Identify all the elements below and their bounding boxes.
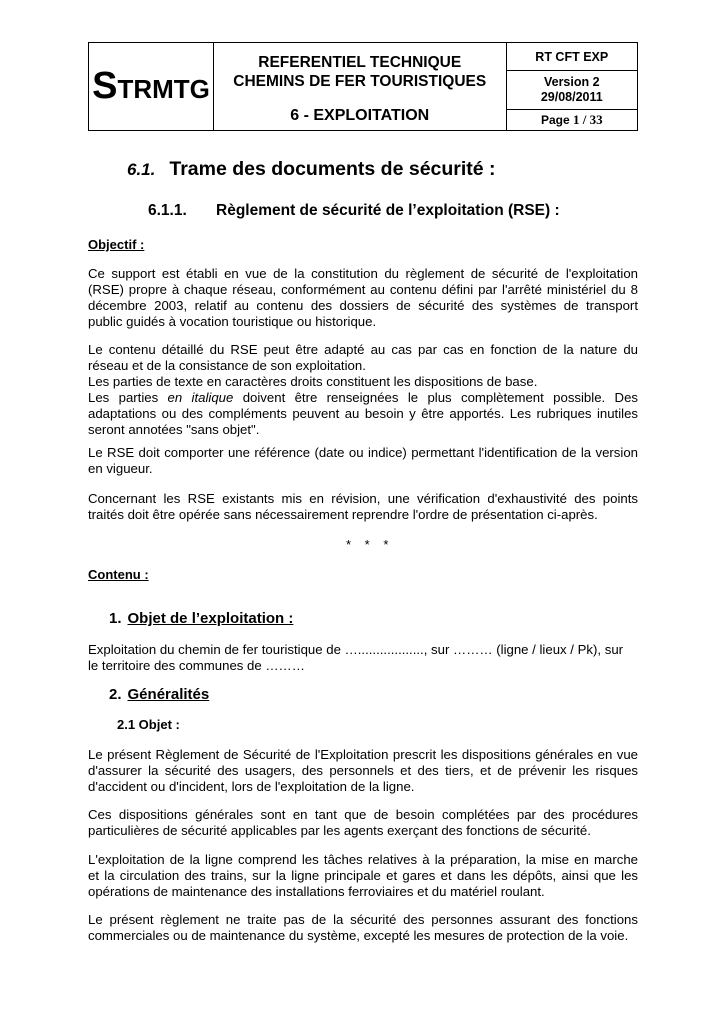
paragraph-dispositions: Ces dispositions générales sont en tant que de besoin complétées par des procédures particulières de sécurité applicables par les agents exerçant des fonctions de sécurité. — [88, 807, 638, 838]
page-number-cell — [506, 110, 637, 131]
section-1-text: Exploitation du chemin de fer touristique de ….................., sur ……… (ligne / lieux / Pk), sur le territoire des communes de ……… — [88, 642, 624, 673]
header-title-block — [213, 43, 506, 131]
separator-stars: * * * — [346, 537, 394, 552]
paragraph-support: Ce support est établi en vue de la constitution du règlement de sécurité de l'exploitation (RSE) propre à chaque réseau, conformément au contenu défini par l'arrêté ministériel du 8 décembre 2003, relatif au contenu des dossiers de sécurité des systèmes de transport public guidés à vocation touristique ou historique. — [88, 266, 638, 329]
version-cell — [506, 71, 637, 110]
paragraph-reference: Le RSE doit comporter une référence (date ou indice) permettant l'identification de la version en vigueur. — [88, 445, 638, 476]
document-header — [88, 42, 638, 131]
header-title-line2: CHEMINS DE FER TOURISTIQUES — [233, 72, 487, 90]
version: Version 2 — [543, 75, 600, 89]
subsection-2-1: 2.1 Objet : — [117, 717, 180, 732]
page-label: Page — [540, 113, 570, 127]
paragraph-revision: Concernant les RSE existants mis en révision, une vérification d'exhaustivité des points traités doit être opérée sans nécessairement reprendre l'ordre de présentation ci-après. — [88, 491, 638, 522]
version-date: 29/08/2011 — [540, 90, 603, 104]
strmtg-logo: STRMTG — [89, 43, 214, 131]
paragraph-reglement: Le présent Règlement de Sécurité de l'Exploitation prescrit les dispositions générales en vue d'assurer la sécurité des usagers, des personnels et des tiers, et de prévenir les risques d'accident ou d'incident, lors de l'exploitation de la ligne. — [88, 747, 638, 794]
doc-code: RT CFT EXP — [506, 43, 637, 71]
header-section: 6 - EXPLOITATION — [290, 106, 430, 124]
objectif-label: Objectif : — [88, 237, 145, 252]
paragraph-contenu-detaille: Le contenu détaillé du RSE peut être adapté au cas par cas en fonction de la nature du réseau et de la consistance de son exploitation. Les parties de texte en caractères droits constituent les dispositions de base. Les parties en italique doivent être renseignées le plus complètement possible. Des adaptations ou des compléments peuvent au besoin y être apportés. Les rubriques inutiles seront annotées "sans objet". — [88, 342, 638, 437]
contenu-label: Contenu : — [88, 567, 149, 582]
page-number: 1 / 33 — [572, 112, 603, 127]
header-title-line1: REFERENTIEL TECHNIQUE — [258, 53, 462, 71]
italic-parts-line: Les parties en italique doivent être renseignées le plus complètement possible. Des — [88, 390, 638, 405]
heading-6-1: 6.1. Trame des documents de sécurité : — [127, 158, 496, 180]
heading-6-1-1: 6.1.1. Règlement de sécurité de l’exploitation (RSE) : — [148, 202, 560, 219]
section-1-heading: 1. Objet de l’exploitation : — [109, 610, 294, 627]
section-2-heading: 2. Généralités — [109, 686, 210, 703]
paragraph-exploitation-ligne: L'exploitation de la ligne comprend les tâches relatives à la préparation, la mise en marche et la circulation des trains, sur la ligne principale et gares et dans les dépôts, ainsi que les opérations de maintenance des installations ferroviaires et du matériel roulant. — [88, 852, 638, 899]
paragraph-present-reglement: Le présent règlement ne traite pas de la sécurité des personnes assurant des fonctions commerciales ou de maintenance du système, excepté les mesures de protection de la voie. — [88, 912, 638, 943]
